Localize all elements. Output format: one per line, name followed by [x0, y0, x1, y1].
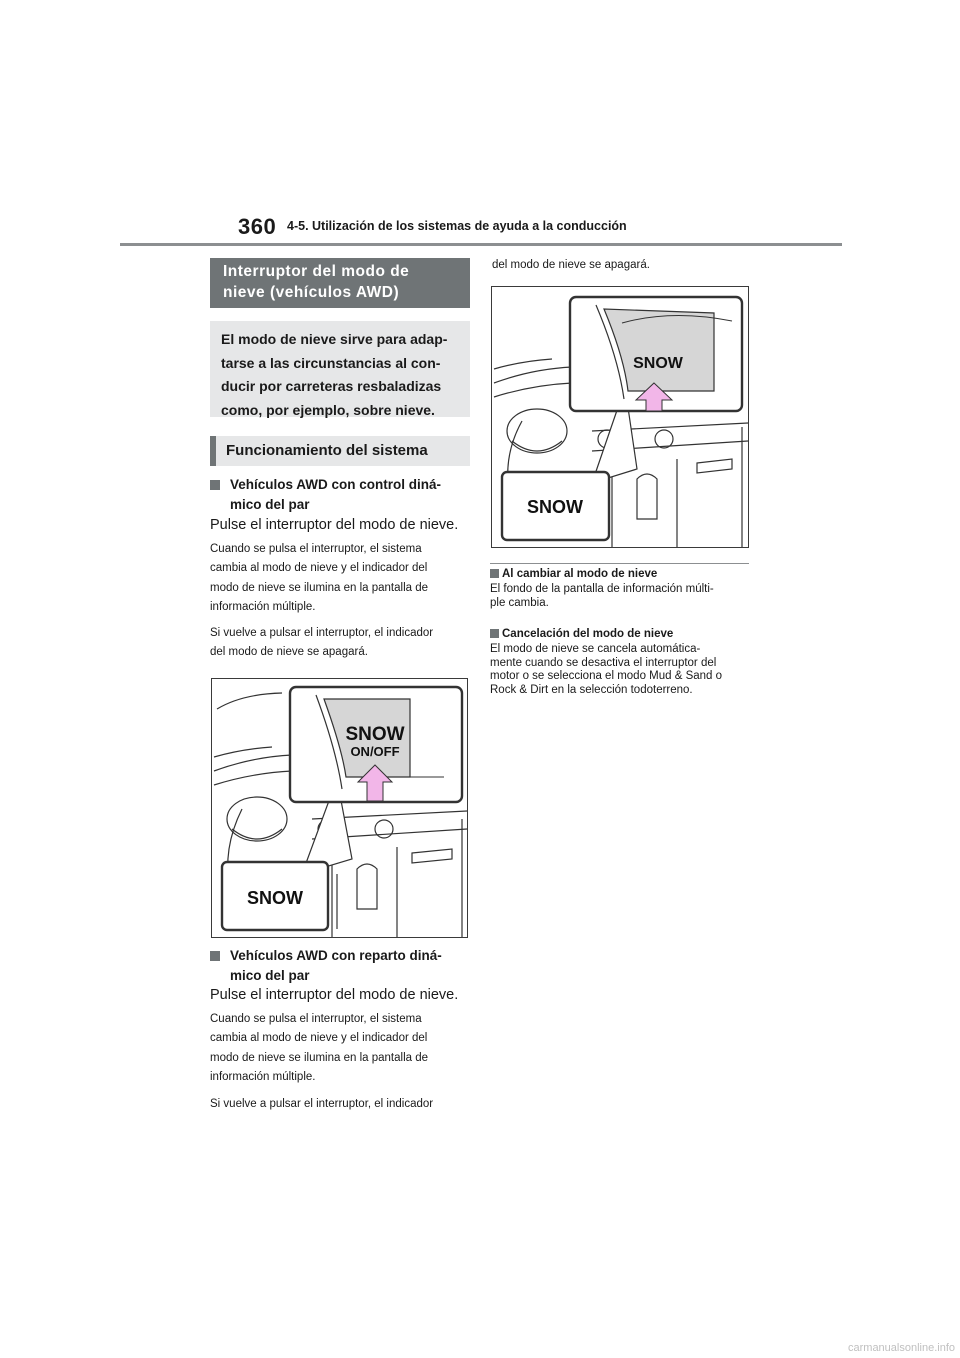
- section-title-box: [210, 258, 470, 308]
- intro-line: tarse a las circunstancias al con-: [221, 354, 441, 371]
- indicator-label-snow: SNOW: [527, 497, 583, 517]
- section-title-line: Interruptor del modo de: [223, 263, 410, 280]
- bullet-square-icon: [210, 480, 220, 490]
- note-heading-text: Al cambiar al modo de nieve: [502, 568, 658, 580]
- snow-switch-illustration-2: [491, 286, 749, 548]
- paragraph-line: cambia al modo de nieve y el indicador del: [210, 1032, 428, 1045]
- bullet-heading-dynamic-torque-control: [210, 475, 472, 515]
- bullet-heading-line: Vehículos AWD con control diná-: [230, 477, 442, 492]
- bullet-square-icon: [490, 569, 499, 578]
- paragraph-line: Si vuelve a pulsar el interruptor, el indicador: [210, 1098, 434, 1110]
- divider-rule: [490, 563, 749, 564]
- note-body: [490, 643, 722, 697]
- bullet-heading-line: mico del par: [230, 968, 310, 983]
- subheading: Funcionamiento del sistema: [210, 436, 470, 466]
- header-rule: [120, 243, 842, 246]
- bullet-heading-line: mico del par: [230, 497, 310, 512]
- section-title-line: nieve (vehículos AWD): [223, 284, 400, 301]
- snow-switch-illustration-1: [211, 678, 468, 938]
- paragraph: [210, 624, 433, 663]
- paragraph: [210, 1010, 428, 1087]
- dashboard-drawing: [492, 287, 748, 547]
- button-label-snow: SNOW: [633, 355, 683, 372]
- bullet-square-icon: [210, 951, 220, 961]
- note-line: mente cuando se desactiva el interruptor del: [490, 656, 717, 669]
- paragraph-line: información múltiple.: [210, 600, 316, 613]
- paragraph-line: modo de nieve se ilumina en la pantalla de: [210, 581, 429, 594]
- paragraph: [210, 1095, 433, 1114]
- button-label-snow: SNOW: [345, 724, 405, 745]
- note-heading-text: Cancelación del modo de nieve: [502, 628, 674, 640]
- paragraph-line: modo de nieve se ilumina en la pantalla de: [210, 1051, 429, 1064]
- instruction-text: Pulse el interruptor del modo de nieve.: [210, 517, 459, 533]
- note-heading: [490, 567, 657, 581]
- note-line: El modo de nieve se cancela automática-: [490, 643, 701, 655]
- intro-box: [210, 321, 470, 417]
- bullet-heading-dynamic-torque-vectoring: [210, 946, 472, 986]
- button-label-on-off: ON/OFF: [350, 744, 400, 759]
- intro-line: como, por ejemplo, sobre nieve.: [221, 401, 435, 418]
- paragraph-line: Si vuelve a pulsar el interruptor, el indicador: [210, 627, 434, 639]
- intro-line: El modo de nieve sirve para adap-: [221, 331, 448, 347]
- paragraph-line: Cuando se pulsa el interruptor, el sistema: [210, 543, 422, 555]
- note-body: [490, 583, 714, 610]
- bullet-square-icon: [490, 629, 499, 638]
- indicator-label-snow: SNOW: [247, 888, 303, 908]
- footer-watermark: carmanualsonline.info: [848, 1342, 956, 1354]
- section-header: 4-5. Utilización de los sistemas de ayuda a la conducción: [287, 219, 627, 233]
- paragraph: [210, 540, 428, 617]
- note-line: ple cambia.: [490, 596, 549, 609]
- note-heading: [490, 627, 673, 641]
- paragraph-line: cambia al modo de nieve y el indicador del: [210, 562, 428, 575]
- note-line: El fondo de la pantalla de información múlti-: [490, 583, 714, 595]
- note-line: Rock & Dirt en la selección todoterreno.: [490, 683, 693, 696]
- note-line: motor o se selecciona el modo Mud & Sand o: [490, 670, 723, 682]
- dashboard-drawing: [212, 679, 467, 937]
- paragraph-line: Cuando se pulsa el interruptor, el sistema: [210, 1013, 422, 1025]
- instruction-text: Pulse el interruptor del modo de nieve.: [210, 987, 459, 1003]
- bullet-heading-line: Vehículos AWD con reparto diná-: [230, 948, 442, 963]
- paragraph-continuation: del modo de nieve se apagará.: [492, 259, 650, 271]
- paragraph-line: información múltiple.: [210, 1070, 316, 1083]
- page-number: 360: [238, 214, 277, 239]
- intro-line: ducir por carreteras resbaladizas: [221, 378, 442, 394]
- paragraph-line: del modo de nieve se apagará.: [210, 646, 368, 659]
